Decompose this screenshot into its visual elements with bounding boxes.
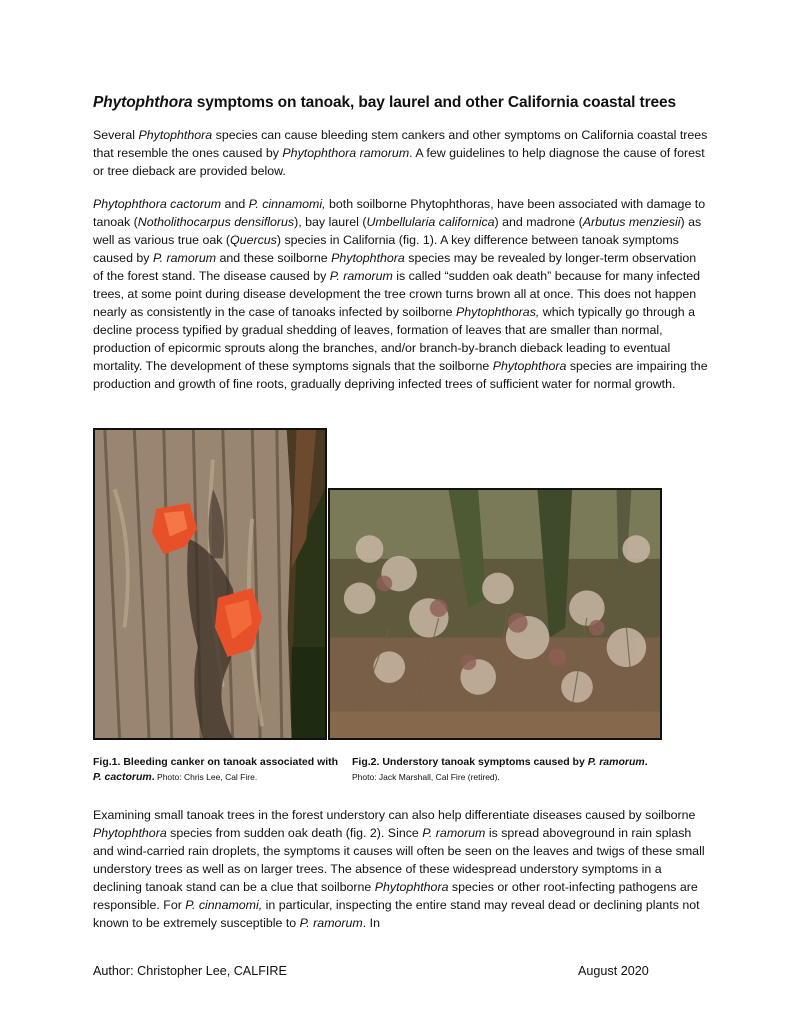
para3-run: . In bbox=[362, 916, 380, 930]
para2-run: Quercus bbox=[230, 233, 277, 247]
figure-2-caption-end: . bbox=[644, 756, 648, 768]
para2-run: and these soilborne bbox=[216, 251, 332, 265]
figure-1-photo bbox=[93, 428, 327, 740]
para2-run: P. ramorum bbox=[329, 269, 393, 283]
para2-run: both soilborne Phytophthoras, have been associated with damage to tanoak ( bbox=[93, 197, 706, 229]
para1-run: Phytophthora ramorum bbox=[282, 146, 410, 160]
para2-run: Phytophthora bbox=[492, 359, 567, 373]
intro-paragraph bbox=[93, 126, 709, 180]
para1-run: species can cause bleeding stem cankers and other symptoms on California coastal trees that resemble the ones caused by bbox=[93, 128, 708, 160]
para1-run: Phytophthora bbox=[138, 128, 213, 142]
para3-run: Phytophthora bbox=[93, 826, 167, 840]
para2-run: species are impairing the production and growth of fine roots, gradually depriving infected trees of sufficient water for normal growth. bbox=[93, 359, 708, 391]
para2-run: species may be revealed by longer-term observation of the forest stand. The disease caused by bbox=[93, 251, 697, 283]
title-italic: Phytophthora bbox=[93, 94, 193, 111]
para2-run: and bbox=[221, 197, 249, 211]
para2-run: ) species in California (fig. 1). A key difference between tanoak symptoms caused by bbox=[93, 233, 679, 265]
para3-run: P. ramorum bbox=[299, 916, 363, 930]
para2-run: ), bay laurel ( bbox=[294, 215, 367, 229]
para3-run: P. ramorum bbox=[422, 826, 486, 840]
soilborne-paragraph bbox=[93, 195, 709, 393]
para2-run: Arbutus menziesii bbox=[582, 215, 681, 229]
figure-1-credit: Photo: Chris Lee, Cal Fire. bbox=[154, 772, 258, 782]
para2-run: P. cinnamomi, bbox=[248, 197, 326, 211]
para2-run: Phytophthoras, bbox=[455, 305, 540, 319]
figure-1-caption-species: P. cactorum bbox=[93, 771, 152, 783]
para2-run: which typically go through a decline process typified by gradual shedding of leaves, formation of leaves that are smaller than normal, production of epicormic sprouts along the branches, and/or branch-by-branch dieback leading to eventual mortality. The development of these symptoms signals that the soilborne bbox=[93, 305, 696, 373]
para2-run: P. ramorum bbox=[152, 251, 217, 265]
figure-1-caption bbox=[93, 755, 343, 785]
tanoak-canker-image bbox=[95, 430, 325, 738]
para1-run: . A few guidelines to help diagnose the cause of forest or tree dieback are provided below. bbox=[93, 146, 705, 178]
para3-run: is spread aboveground in rain splash and wind-carried rain droplets, the symptoms it causes will often be seen on the leaves and twigs of these small understory trees as well as on larger trees. The absence of these widespread understory symptoms in a declining tanoak stand can be a clue that soilborne bbox=[93, 826, 705, 894]
para3-run: in particular, inspecting the entire stand may reveal dead or declining plants not known to be extremely susceptible to bbox=[93, 898, 700, 930]
figure-1-caption-text: Fig.1. Bleeding canker on tanoak associated with bbox=[93, 756, 339, 768]
figure-2-photo bbox=[328, 488, 662, 740]
figure-1-caption-end: . bbox=[151, 771, 155, 783]
figure-2-caption-text: Fig.2. Understory tanoak symptoms caused by bbox=[352, 756, 588, 768]
para3-run: species or other root-infecting pathogens are responsible. For bbox=[93, 880, 698, 912]
para2-run: Phytophthora bbox=[331, 251, 405, 265]
para3-run: species from sudden oak death (fig. 2). Since bbox=[166, 826, 423, 840]
para2-run: is called “sudden oak death” because for many infected trees, at some point during disease development the tree crown turns brown all at once. This does not happen nearly as consistently in the case of tanoaks infected by soilborne bbox=[93, 269, 701, 319]
para2-run: ) as well as various true oak ( bbox=[93, 215, 702, 247]
page-title bbox=[93, 94, 713, 112]
figure-2-credit: Photo: Jack Marshall, Cal Fire (retired). bbox=[352, 772, 500, 782]
understory-tanoak-image bbox=[330, 490, 660, 738]
figure-2-caption-species: P. ramorum bbox=[587, 756, 645, 768]
figure-2-caption bbox=[352, 755, 672, 785]
para2-run: Umbellularia californica bbox=[366, 215, 495, 229]
para2-run: Phytophthora cactorum bbox=[93, 197, 222, 211]
footer-date: August 2020 bbox=[578, 964, 649, 978]
para3-run: Phytophthora bbox=[374, 880, 449, 894]
para2-run: ) and madrone ( bbox=[494, 215, 583, 229]
footer-author: Author: Christopher Lee, CALFIRE bbox=[93, 964, 287, 978]
para1-run: Several bbox=[93, 128, 139, 142]
para3-run: P. cinnamomi, bbox=[185, 898, 263, 912]
para3-run: Examining small tanoak trees in the forest understory can also help differentiate diseases caused by soilborne bbox=[93, 808, 696, 822]
title-rest: symptoms on tanoak, bay laurel and other California coastal trees bbox=[192, 94, 677, 111]
para2-run: Notholithocarpus densiflorus bbox=[137, 215, 295, 229]
understory-paragraph bbox=[93, 806, 709, 932]
